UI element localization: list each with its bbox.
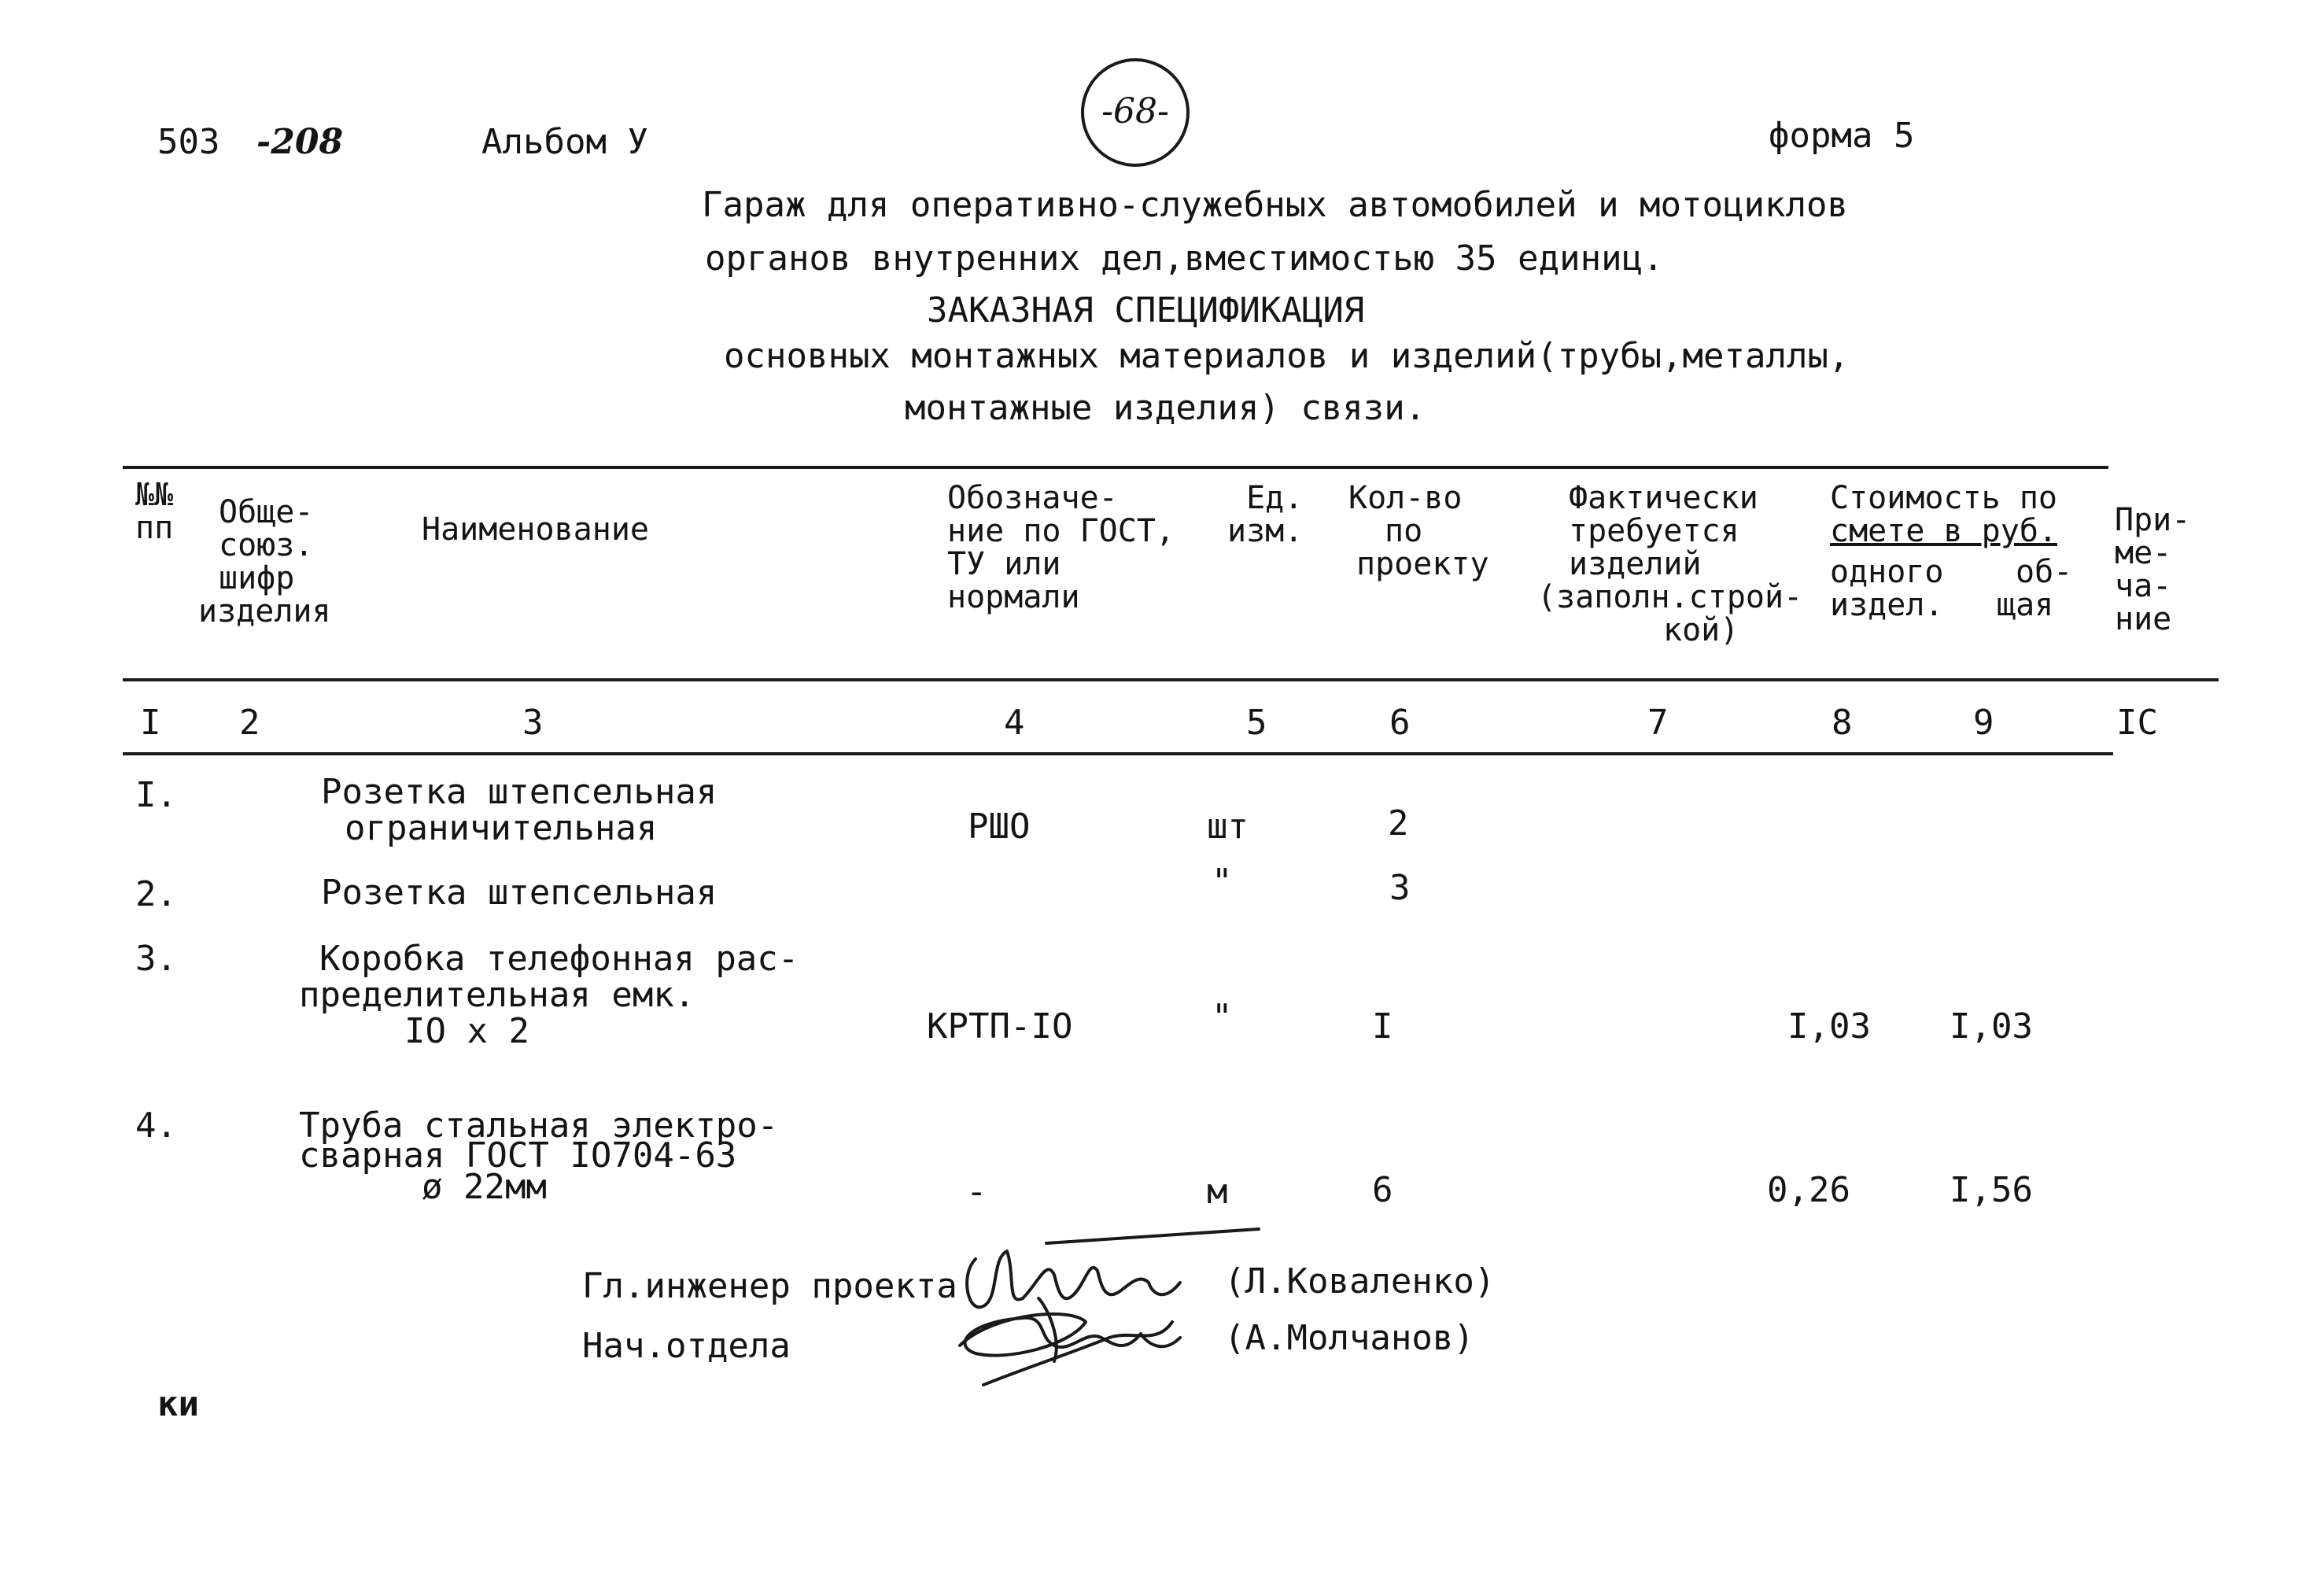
table-top-rule: [123, 466, 2108, 469]
series-suffix: -208: [256, 122, 344, 162]
col-number-4: 4: [1004, 703, 1025, 743]
page-number: -68-: [1101, 91, 1169, 131]
row-3-no: 3.: [135, 939, 177, 979]
form-label: форма 5: [1769, 116, 1915, 156]
table-numbers-rule: [123, 752, 2113, 755]
col-header-code: Обще- союз. шифр изделия: [198, 494, 331, 629]
row-2-unit: ": [1212, 862, 1233, 902]
row-3-price-total: I,03: [1950, 1006, 2033, 1047]
row-4-name: Труба стальная электро- сварная ГОСТ IO704-63 ø 22мм: [299, 1106, 779, 1207]
row-3-designation: КРТП-IO: [927, 1006, 1073, 1047]
col-number-2: 2: [239, 703, 260, 743]
col-header-cost-one: одного издел.: [1830, 554, 1944, 623]
row-2-qty: 3: [1389, 868, 1411, 908]
row-1-designation: РШО: [968, 807, 1031, 847]
row-4-price-total: I,56: [1950, 1170, 2033, 1210]
row-1-no: I.: [135, 775, 177, 815]
col-header-no: №№ пп: [135, 477, 174, 546]
col-number-9: 9: [1973, 703, 1994, 743]
title-line-2: органов внутренних дел,вместимостью 35 единиц.: [705, 238, 1664, 279]
head-name: (А.Молчанов): [1224, 1318, 1474, 1358]
title-line-5: монтажные изделия) связи.: [905, 388, 1426, 428]
col-header-actual: Фактически требуется изделий (заполн.строй- кой): [1537, 480, 1803, 648]
row-4-no: 4.: [135, 1106, 177, 1146]
col-number-3: 3: [522, 703, 544, 743]
row-1-unit: шт: [1207, 807, 1249, 847]
page-number-stamp: [1081, 58, 1190, 167]
engineer-name: (Л.Коваленко): [1224, 1261, 1496, 1301]
table-header-rule: [123, 678, 2219, 681]
row-2-name: Розетка штепсельная: [321, 873, 717, 913]
row-4-unit: м: [1207, 1172, 1228, 1212]
row-3-unit: ": [1212, 997, 1233, 1037]
handwritten-signatures: [928, 1227, 1275, 1416]
col-number-6: 6: [1389, 703, 1411, 743]
title-line-4: основных монтажных материалов и изделий(трубы,металлы,: [724, 336, 1850, 376]
row-4-qty: 6: [1372, 1170, 1393, 1210]
col-number-10: IC: [2116, 703, 2158, 743]
head-title: Нач.отдела: [582, 1326, 791, 1366]
col-header-name: Наименование: [422, 511, 649, 548]
title-line-3: ЗАКАЗНАЯ СПЕЦИФИКАЦИЯ: [927, 290, 1365, 330]
album-label: Альбом У: [481, 122, 648, 162]
engineer-title: Гл.инженер проекта: [582, 1266, 957, 1306]
row-3-price-one: I,03: [1787, 1006, 1871, 1047]
col-header-cost-group: Стоимость по смете в руб.: [1830, 480, 2057, 549]
col-number-1: I: [140, 703, 161, 743]
col-header-designation: Обозначе- ние по ГОСТ, ТУ или нормали: [947, 480, 1175, 615]
col-header-qty: Кол-во по проекту: [1348, 480, 1489, 582]
row-4-designation: -: [966, 1172, 987, 1212]
row-3-name: Коробка телефонная рас- пределительная емк. IO x 2: [299, 939, 799, 1051]
col-header-unit: Ед. изм.: [1227, 480, 1304, 549]
row-1-name: Розетка штепсельная ограничительная: [321, 772, 717, 848]
col-number-7: 7: [1647, 703, 1669, 743]
row-1-qty: 2: [1388, 803, 1409, 844]
footer-mark: ки: [157, 1384, 199, 1424]
title-line-1: Гараж для оперативно-служебных автомобилей и мотоциклов: [702, 185, 1848, 225]
col-header-cost-total: об- щая: [1997, 554, 2073, 623]
row-4-price-one: 0,26: [1767, 1170, 1850, 1210]
col-header-note: При- ме- ча- ние: [2115, 502, 2191, 637]
series-code: 503 -208: [157, 122, 344, 162]
col-number-5: 5: [1246, 703, 1267, 743]
col-number-8: 8: [1832, 703, 1853, 743]
row-3-qty: I: [1372, 1006, 1393, 1047]
row-2-no: 2.: [135, 874, 177, 914]
